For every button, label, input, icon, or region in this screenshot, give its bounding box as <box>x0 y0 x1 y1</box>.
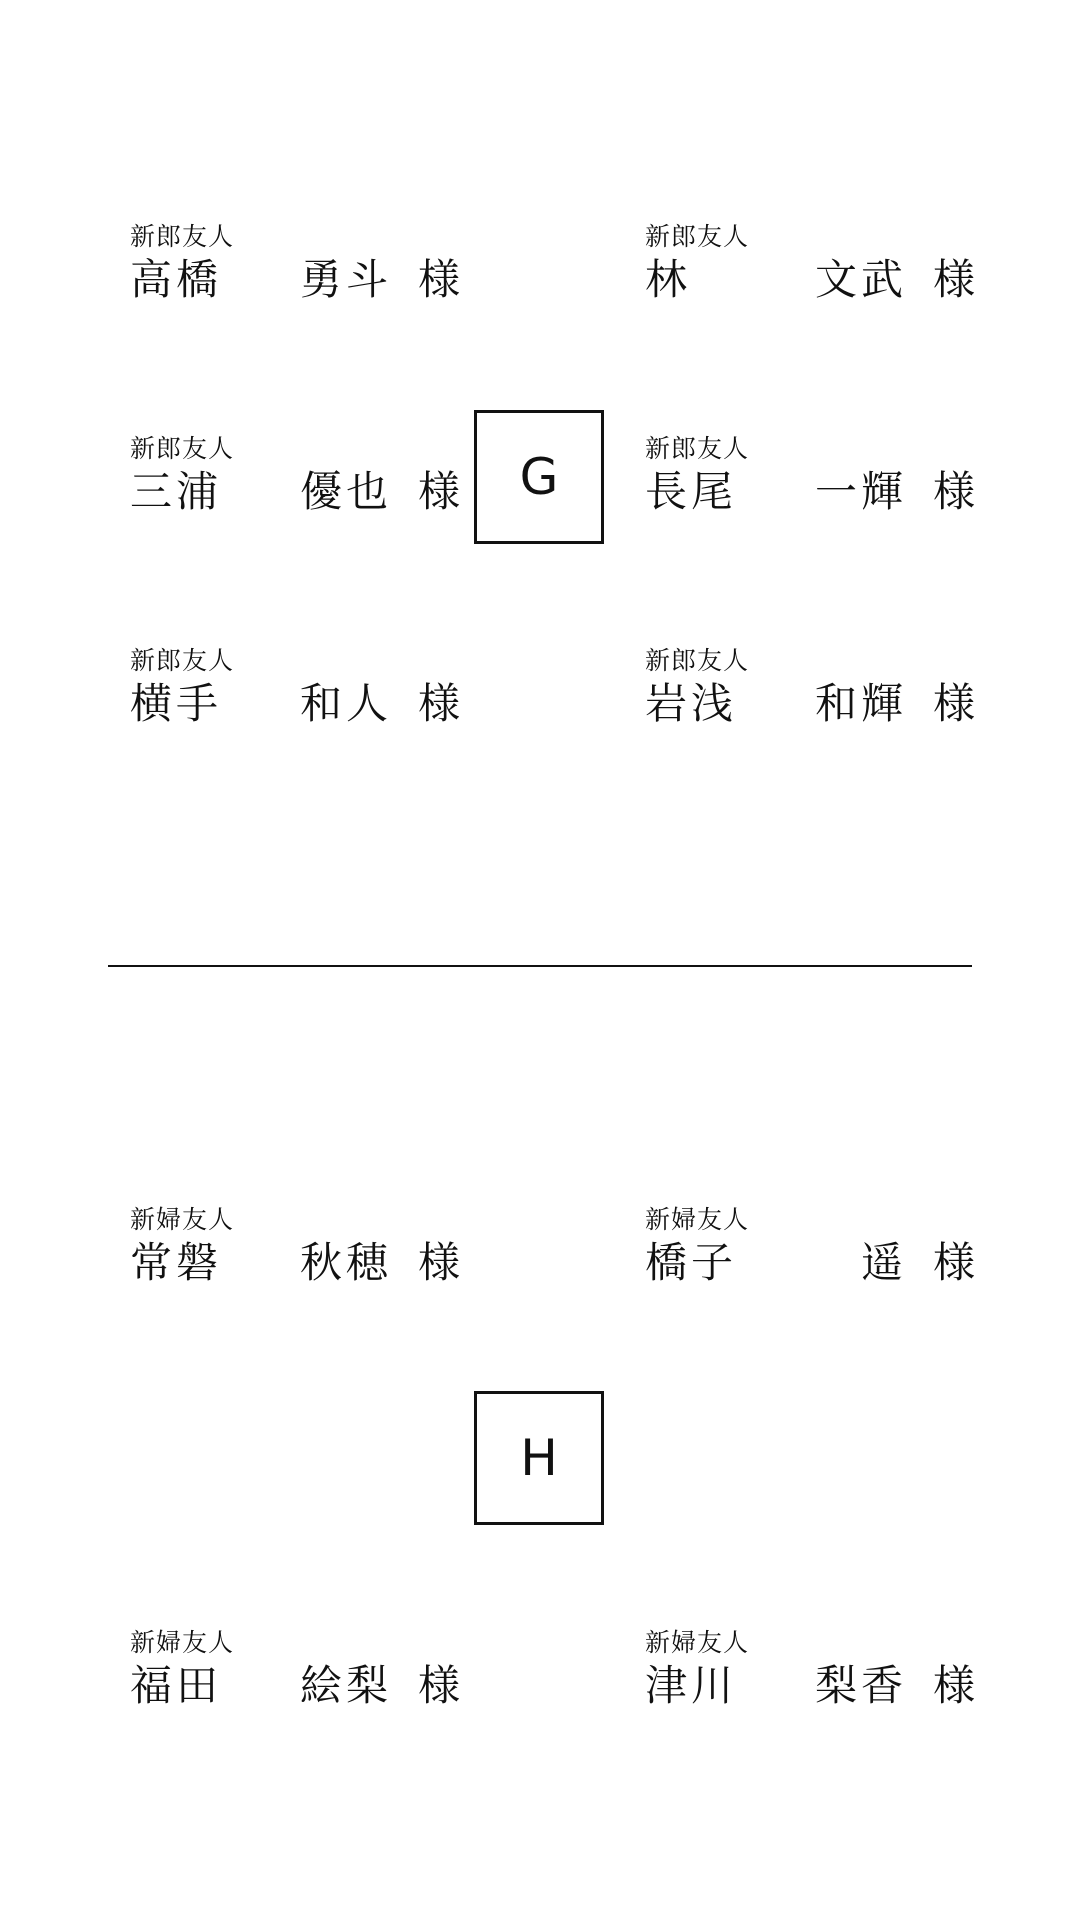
guest-given-name: 梨香 <box>814 1661 907 1710</box>
guest-surname: 三浦 <box>130 467 223 516</box>
guest-given-name: 勇斗 <box>299 255 392 304</box>
guest-surname: 常磐 <box>130 1238 223 1287</box>
guest-honorific: 様 <box>417 467 460 516</box>
guest-entry <box>645 222 975 312</box>
guest-surname: 橋子 <box>645 1238 738 1287</box>
guest-given-name: 和人 <box>299 679 392 728</box>
table-marker-g <box>474 410 604 544</box>
guest-surname: 福田 <box>130 1661 223 1710</box>
guest-surname: 横手 <box>130 679 223 728</box>
guest-given-name: 文武 <box>814 255 907 304</box>
guest-honorific: 様 <box>932 467 975 516</box>
guest-surname: 岩浅 <box>645 679 738 728</box>
guest-given-name: 一輝 <box>814 467 907 516</box>
guest-relation: 新郎友人 <box>130 222 235 251</box>
guest-relation: 新郎友人 <box>645 434 750 463</box>
guest-relation: 新婦友人 <box>130 1628 235 1657</box>
guest-relation: 新郎友人 <box>645 646 750 675</box>
guest-given-name: 秋穂 <box>299 1238 392 1287</box>
guest-honorific: 様 <box>932 255 975 304</box>
guest-honorific: 様 <box>932 679 975 728</box>
table-marker-h <box>474 1391 604 1525</box>
guest-entry <box>645 1628 975 1718</box>
guest-relation: 新婦友人 <box>130 1205 235 1234</box>
guest-honorific: 様 <box>932 1661 975 1710</box>
guest-entry <box>130 646 460 736</box>
guest-surname: 林 <box>645 255 692 304</box>
guest-relation: 新婦友人 <box>645 1205 750 1234</box>
guest-entry <box>645 1205 975 1295</box>
table-label: G <box>519 448 559 506</box>
guest-honorific: 様 <box>932 1238 975 1287</box>
guest-surname: 津川 <box>645 1661 738 1710</box>
guest-entry <box>130 1628 460 1718</box>
guest-honorific: 様 <box>417 255 460 304</box>
guest-given-name: 和輝 <box>814 679 907 728</box>
guest-entry <box>645 646 975 736</box>
guest-entry <box>130 434 460 524</box>
guest-entry <box>130 1205 460 1295</box>
guest-surname: 高橋 <box>130 255 223 304</box>
guest-given-name: 遥 <box>860 1238 907 1287</box>
guest-honorific: 様 <box>417 679 460 728</box>
guest-given-name: 優也 <box>299 467 392 516</box>
table-label: H <box>520 1429 558 1487</box>
guest-relation: 新郎友人 <box>645 222 750 251</box>
guest-surname: 長尾 <box>645 467 738 516</box>
guest-entry <box>130 222 460 312</box>
guest-given-name: 絵梨 <box>299 1661 392 1710</box>
guest-entry <box>645 434 975 524</box>
guest-honorific: 様 <box>417 1238 460 1287</box>
guest-honorific: 様 <box>417 1661 460 1710</box>
section-divider <box>108 965 972 967</box>
guest-relation: 新郎友人 <box>130 646 235 675</box>
guest-relation: 新婦友人 <box>645 1628 750 1657</box>
guest-relation: 新郎友人 <box>130 434 235 463</box>
